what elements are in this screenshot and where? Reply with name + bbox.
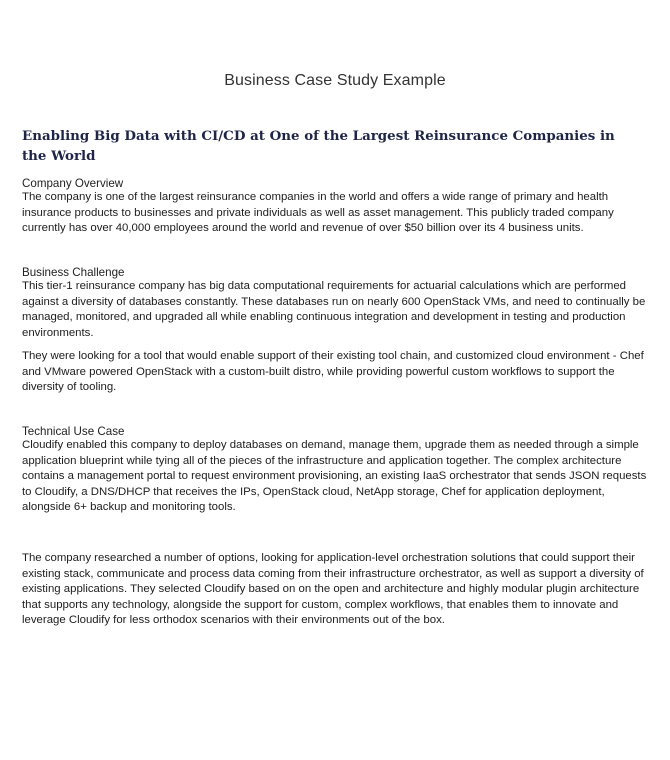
technical-use-case-paragraph-2: The company researched a number of options, looking for application-level orchestration solutions that could support their existing stack, communicate and process data coming from their infrastructure orchestrator, as well as support a diversity of existing applications. They selected Cloudify based on on the open and architecture and highly modular plugin architecture that supports any technology, alongside the support for custom, complex workflows, that enables them to innovate and leverage Cloudify for less orthodox scenarios with their environments out of the box. bbox=[22, 552, 644, 627]
section-label-company-overview: Company Overview bbox=[22, 177, 124, 190]
technical-use-case-paragraph-1: Cloudify enabled this company to deploy databases on demand, manage them, upgrade them as needed through a simple application blueprint while tying all of the pieces of the infrastructure and application together. The complex architecture contains a management portal to request environment provisioning, an existing IaaS orchestrator that sends JSON requests to Cloudify, a DNS/DHCP that receives the IPs, OpenStack cloud, NetApp storage, Chef for application deployment, alongside 6+ backup and monitoring tools. bbox=[22, 439, 647, 514]
section-label-business-challenge: Business Challenge bbox=[22, 266, 125, 279]
document-title: Business Case Study Example bbox=[224, 72, 446, 89]
section-label-technical-use-case: Technical Use Case bbox=[22, 425, 125, 438]
case-study-heading: Enabling Big Data with CI/CD at One of the Largest Reinsurance Companies in the World bbox=[22, 128, 615, 164]
company-overview-paragraph: The company is one of the largest reinsurance companies in the world and offers a wide range of primary and health insurance products to businesses and private individuals as well as asset management. This publicly traded company currently has over 40,000 employees around the world and revenue of over $50 billion over its 4 business units. bbox=[22, 191, 614, 235]
business-challenge-paragraph-2: They were looking for a tool that would enable support of their existing tool chain, and customized cloud environment - Chef and VMware powered OpenStack with a custom-built distro, while providing powerful custom workflows to support the diversity of tooling. bbox=[22, 350, 644, 394]
business-challenge-paragraph-1: This tier-1 reinsurance company has big data computational requirements for actuarial calculations which are performed against a diversity of databases constantly. These databases run on nearly 600 OpenStack VMs, and need to continually be managed, monitored, and upgraded all while enabling continuous integration and development in testing and production environments. bbox=[22, 280, 646, 339]
